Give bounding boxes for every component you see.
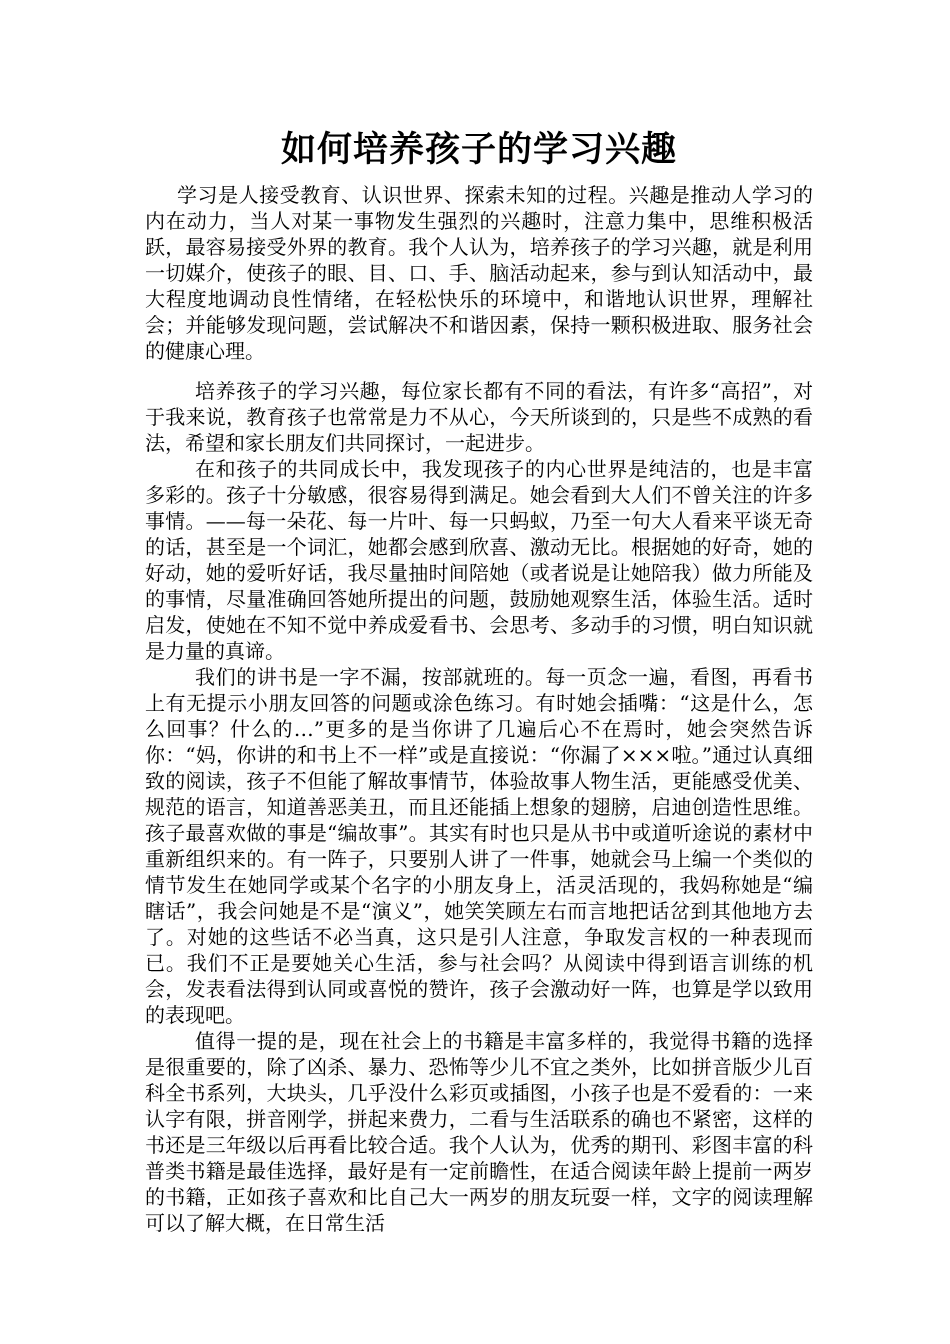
paragraph-gap [145, 364, 813, 378]
document-page [145, 118, 813, 1236]
paragraph-5: 值得一提的是，现在社会上的书籍是丰富多样的，我觉得书籍的选择是很重要的，除了凶杀、暴力、恐怖等少儿不宜之类外，比如拼音版少儿百科全书系列，大块头，几乎没什么彩页或插图，小孩子也是不爱看的：一来认字有限，拼音刚学，拼起来费力，二看与生活联系的确也不紧密，这样的书还是三年级以后再看比较合适。我个人认为，优秀的期刊、彩图丰富的科普类书籍是最佳选择，最好是有一定前瞻性，在适合阅读年龄上提前一两岁的书籍，正如孩子喜欢和比自己大一两岁的朋友玩耍一样，文字的阅读理解可以了解大概，在日常生活 [145, 1029, 813, 1235]
paragraph-intro: 学习是人接受教育、认识世界、探索未知的过程。兴趣是推动人学习的内在动力，当人对某一事物发生强烈的兴趣时，注意力集中，思维积极活跃，最容易接受外界的教育。我个人认为，培养孩子的学习兴趣，就是利用一切媒介，使孩子的眼、目、口、手、脑活动起来，参与到认知活动中，最大程度地调动良性情绪，在轻松快乐的环境中，和谐地认识世界，理解社会；并能够发现问题，尝试解决不和谐因素，保持一颗积极进取、服务社会的健康心理。 [145, 183, 813, 363]
paragraph-4: 我们的讲书是一字不漏，按部就班的。每一页念一遍，看图，再看书上有无提示小朋友回答的问题或涂色练习。有时她会插嘴：“这是什么，怎么回事？什么的…”更多的是当你讲了几遍后心不在焉时，她会突然告诉你：“妈，你讲的和书上不一样”或是直接说：“你漏了×××啦。”通过认真细致的阅读，孩子不但能了解故事情节，体验故事人物生活，更能感受优美、规范的语言，知道善恶美丑，而且还能插上想象的翅膀，启迪创造性思维。孩子最喜欢做的事是“编故事”。其实有时也只是从书中或道听途说的素材中重新组织来的。有一阵子，只要别人讲了一件事，她就会马上编一个类似的情节发生在她同学或某个名字的小朋友身上，活灵活现的，我妈称她是“编瞎话”，我会问她是不是“演义”，她笑笑顾左右而言地把话岔到其他地方去了。对她的这些话不必当真，这只是引人注意，争取发言权的一种表现而已。我们不正是要她关心生活，参与社会吗？从阅读中得到语言训练的机会，发表看法得到认同或喜悦的赞许，孩子会激动好一阵，也算是学以致用的表现吧。 [145, 665, 813, 1027]
paragraph-3: 在和孩子的共同成长中，我发现孩子的内心世界是纯洁的，也是丰富多彩的。孩子十分敏感，很容易得到满足。她会看到大人们不曾关注的许多事情。——每一朵花、每一片叶、每一只蚂蚁，乃至一句大人看来平谈无奇的话，甚至是一个词汇，她都会感到欣喜、激动无比。根据她的好奇，她的好动，她的爱听好话，我尽量抽时间陪她（或者说是让她陪我）做力所能及的事情，尽量准确回答她所提出的问题，鼓励她观察生活，体验生活。适时启发，使她在不知不觉中养成爱看书、会思考、多动手的习惯，明白知识就是力量的真谛。 [145, 457, 813, 663]
paragraph-2: 培养孩子的学习兴趣，每位家长都有不同的看法，有许多“高招”，对于我来说，教育孩子也常常是力不从心，今天所谈到的，只是些不成熟的看法，希望和家长朋友们共同探讨，一起进步。 [145, 379, 813, 455]
document-title: 如何培养孩子的学习兴趣 [280, 129, 677, 170]
